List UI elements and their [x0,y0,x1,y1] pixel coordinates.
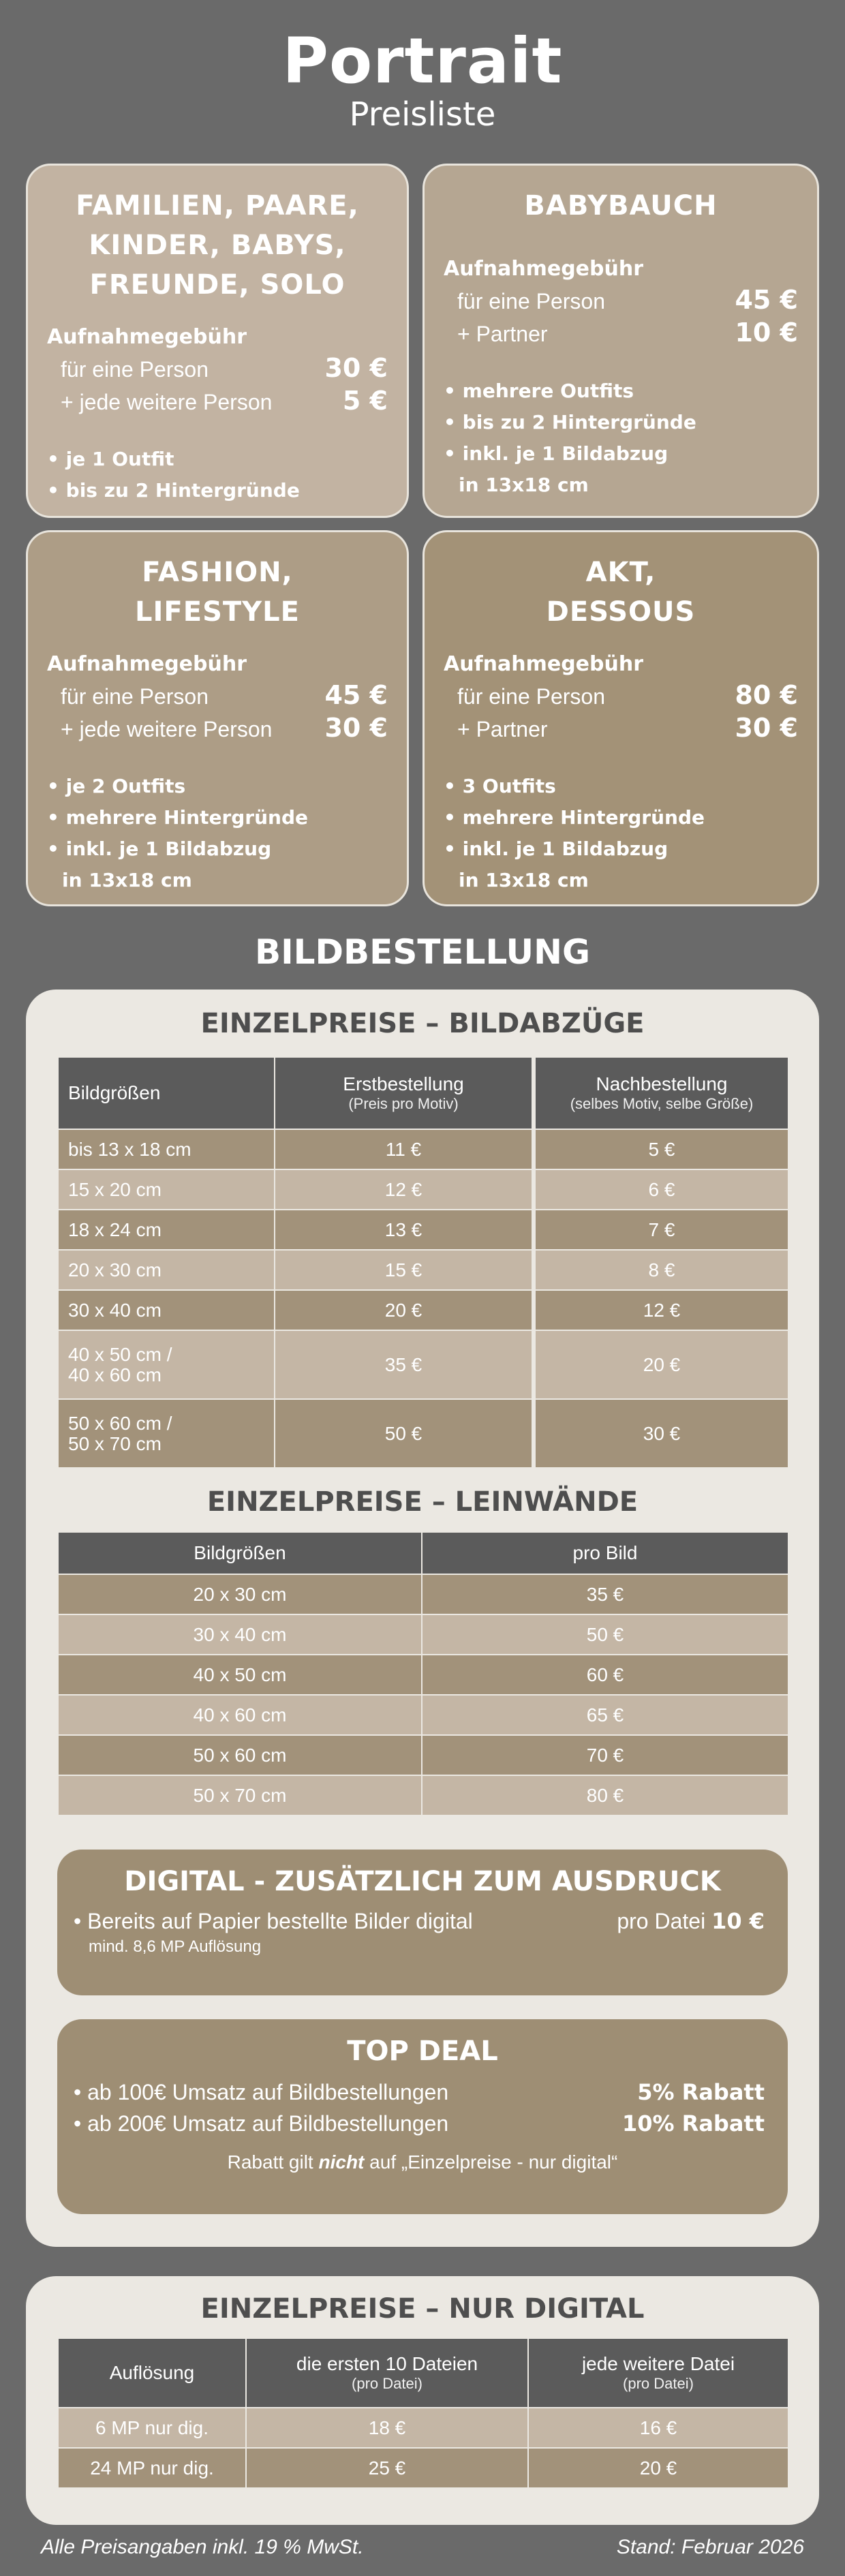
feature-item: • mehrere Outfits [444,375,798,407]
section-title-abzuege: EINZELPREISE – BILDABZÜGE [200,1008,645,1039]
table-row: 40 x 60 cm 65 € [58,1695,788,1735]
feature-item: in 13x18 cm [62,869,192,891]
card-familien [26,164,409,518]
table-row: 15 x 20 cm 12 € 6 € [58,1169,788,1210]
table-row: 50 x 60 cm / 50 x 70 cm 50 € 30 € [58,1399,788,1468]
price-row: + Partner 10 € [457,318,798,348]
column-header: pro Bild [422,1532,788,1574]
feature-item: • je 1 Outfit [47,444,388,475]
price-row: für eine Person 30 € [61,353,388,383]
date-note: Stand: Februar 2026 [616,2536,804,2558]
fee-label: Aufnahmegebühr [47,325,247,349]
table-row: 20 x 30 cm 15 € 8 € [58,1250,788,1290]
feature-item: • 3 Outfits [444,771,798,802]
price-row: für eine Person 80 € [457,680,798,710]
column-header: Nachbestellung (selbes Motiv, selbe Größe) [534,1057,788,1129]
table-row: 24 MP nur dig. 25 € 20 € [58,2448,788,2488]
nur-digital-panel [26,2276,819,2525]
box-title: TOP DEAL [347,2036,498,2067]
price-row: für eine Person 45 € [61,680,388,710]
table-row: 30 x 40 cm 50 € [58,1614,788,1655]
card-babybauch [422,164,819,518]
feature-item: • je 2 Outfits [47,771,388,802]
page-subtitle: Preisliste [349,95,496,134]
bildbestellung-panel [26,990,819,2247]
fee-label: Aufnahmegebühr [47,652,247,676]
feature-item: • mehrere Hintergründe [47,802,388,833]
table-row: 30 x 40 cm 20 € 12 € [58,1290,788,1330]
deal-note: Rabatt gilt nicht auf „Einzelpreise - nur digital“ [227,2151,618,2173]
feature-item: in 13x18 cm [459,474,589,496]
table-row: bis 13 x 18 cm 11 € 5 € [58,1129,788,1169]
price-row: + jede weitere Person 30 € [61,713,388,743]
table-row: 20 x 30 cm 35 € [58,1574,788,1614]
column-header: Erstbestellung (Preis pro Motiv) [275,1057,534,1129]
vat-note: Alle Preisangaben inkl. 19 % MwSt. [41,2536,364,2558]
card-title: FASHION, LIFESTYLE [135,557,300,628]
column-header: jede weitere Datei (pro Datei) [528,2338,788,2408]
fee-label: Aufnahmegebühr [444,652,643,676]
page-header [0,27,845,134]
footer [41,2527,804,2568]
table-row: 50 x 60 cm 70 € [58,1735,788,1775]
feature-list [444,375,798,501]
section-title-nur-digital: EINZELPREISE – NUR DIGITAL [200,2293,645,2325]
table-row: 6 MP nur dig. 18 € 16 € [58,2408,788,2448]
table-row: 50 x 70 cm 80 € [58,1775,788,1815]
feature-item: • inkl. je 1 Bildabzug [444,438,798,470]
feature-list [47,444,388,506]
price-row: + jede weitere Person 5 € [61,386,388,416]
price-row: für eine Person 45 € [457,285,798,315]
section-title-leinwaende: EINZELPREISE – LEINWÄNDE [206,1486,639,1518]
feature-list [47,771,388,896]
top-deal-box [57,2019,788,2214]
feature-item: • inkl. je 1 Bildabzug [47,833,388,865]
feature-list [444,771,798,896]
table-row: 40 x 50 cm / 40 x 60 cm 35 € 20 € [58,1330,788,1399]
feature-item: in 13x18 cm [459,869,589,891]
section-heading-bildbestellung: BILDBESTELLUNG [254,932,591,972]
table-row: 18 x 24 cm 13 € 7 € [58,1210,788,1250]
table-nur-digital [57,2337,789,2489]
table-leinwaende [57,1531,789,1816]
price-row: + Partner 30 € [457,713,798,743]
digital-note: mind. 8,6 MP Auflösung [89,1937,262,1956]
card-title: BABYBAUCH [524,190,718,221]
deal-row: • ab 100€ Umsatz auf Bildbestellungen 5% Rabatt [74,2079,765,2105]
digital-row: • Bereits auf Papier bestellte Bilder digital pro Datei 10 € [74,1908,765,1934]
feature-item: • bis zu 2 Hintergründe [444,407,798,438]
card-fashion [26,530,409,906]
feature-item: • mehrere Hintergründe [444,802,798,833]
column-header: Bildgrößen [58,1057,275,1129]
table-row: 40 x 50 cm 60 € [58,1655,788,1695]
fee-label: Aufnahmegebühr [444,257,643,281]
page-title: Portrait [282,25,563,97]
card-akt [422,530,819,906]
card-title: AKT, DESSOUS [546,557,696,628]
table-abzuege [57,1056,789,1469]
card-title: FAMILIEN, PAARE, KINDER, BABYS, FREUNDE, SOLO [76,190,359,301]
column-header: die ersten 10 Dateien (pro Datei) [246,2338,528,2408]
digital-addon-box [57,1850,788,1995]
column-header: Auflösung [58,2338,246,2408]
deal-row: • ab 200€ Umsatz auf Bildbestellungen 10% Rabatt [74,2111,765,2136]
box-title: DIGITAL - ZUSÄTZLICH ZUM AUSDRUCK [124,1866,721,1897]
column-header: Bildgrößen [58,1532,422,1574]
feature-item: • bis zu 2 Hintergründe [47,475,388,506]
feature-item: • inkl. je 1 Bildabzug [444,833,798,865]
